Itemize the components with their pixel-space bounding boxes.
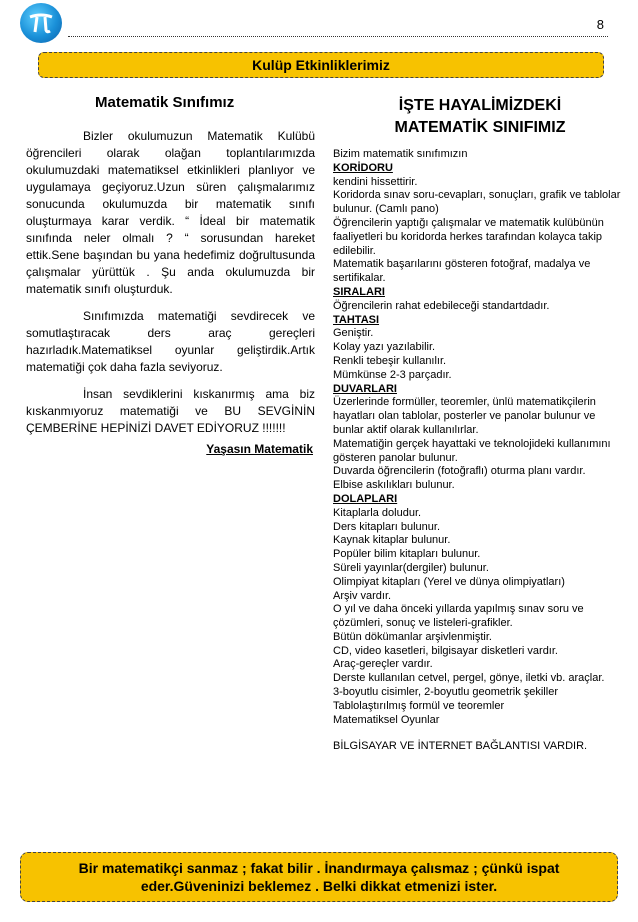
- list-item: Derste kullanılan cetvel, pergel, gönye, iletki vb. araçlar.: [333, 672, 605, 685]
- pi-logo-icon: [20, 3, 62, 43]
- paragraph: Sınıfımızda matematiği sevdirecek ve somutlaştıracak ders araç gereçleri hazırladık.Matematiksel oyunlar geliştirdik.Artık matematiği çok daha fazla seviyoruz.: [26, 309, 315, 374]
- list-item: Renkli tebeşir kullanılır.: [333, 354, 447, 367]
- section-heading: DUVARLARI: [333, 382, 397, 395]
- list-item: Popüler bilim kitapları bulunur.: [333, 548, 481, 561]
- signature: Yaşasın Matematik: [206, 442, 313, 456]
- list-item: Matematik başarılarını gösteren fotoğraf, madalya ve sertifikalar.: [333, 258, 591, 285]
- list-item: Araç-gereçler vardır.: [333, 658, 433, 671]
- list-item: Geniştir.: [333, 327, 374, 340]
- title-line: MATEMATİK SINIFIMIZ: [394, 119, 566, 136]
- list-item: Olimpiyat kitapları (Yerel ve dünya olimpiyatları): [333, 575, 565, 588]
- list-item: Bütün dökümanlar arşivlenmiştir.: [333, 630, 492, 643]
- closing-line: BİLGİSAYAR VE İNTERNET BAĞLANTISI VARDIR.: [333, 740, 588, 753]
- list-item: Elbise askılıkları bulunur.: [333, 479, 455, 492]
- left-article: [26, 128, 315, 458]
- list-item: Öğrencilerin yaptığı çalışmalar ve matematik kulübünün faaliyetleri bu koridorda herkes tarafından kolayca takip edilebilir.: [333, 216, 604, 257]
- list-item: Kolay yazı yazılabilir.: [333, 341, 436, 354]
- banner-title: Kulüp Etkinliklerimiz: [252, 57, 390, 73]
- left-article-title: Matematik Sınıfımız: [95, 94, 235, 111]
- section-heading: KORİDORU: [333, 161, 393, 174]
- title-line: İŞTE HAYALİMİZDEKİ: [398, 97, 562, 114]
- list-item: Arşiv vardır.: [333, 589, 392, 602]
- list-item: Üzerlerinde formüller, teoremler, ünlü matematikçilerin hayatları olan tablolar, posterler ve panolar bulunur ve bunlar aktif olarak kullanılırlar.: [333, 396, 596, 436]
- section-heading: SIRALARI: [333, 285, 385, 298]
- list-item: Matematiksel Oyunlar: [333, 713, 440, 726]
- right-article: [333, 148, 623, 754]
- list-item: kendini hissettirir.: [333, 175, 418, 188]
- list-item: CD, video kasetleri, bilgisayar disketleri vardır.: [333, 644, 558, 657]
- list-item: Koridorda sınav soru-cevapları, sonuçları, grafik ve tablolar bulunur. (Camlı pano): [333, 189, 621, 216]
- list-item: Matematiğin gerçek hayattaki ve teknolojideki kullanımını gösteren panolar bulunur.: [333, 437, 611, 464]
- list-item: Bizim matematik sınıfımızın: [333, 148, 468, 160]
- list-item: Süreli yayınlar(dergiler) bulunur.: [333, 561, 489, 574]
- quote-banner: [20, 852, 618, 902]
- paragraph: Bizler okulumuzun Matematik Kulübü öğrencileri olarak olağan toplantılarımızda okulumuzdaki matematiksel etkinlikleri planlıyor ve uygulamaya geçiyoruz.Uzun süren çalışmalarımız sonucunda okulumuzda bir matematik sınıfı oluşturmaya karar verdik. “ İdeal bir matematik sınıfında neler olmalı ? “ sorusundan hareket ettik.Sene başından bu yana hedefimiz doğrultusunda çalışmalar yürüttük . Şu anda okulumuzda bir matematik sınıfı oluşturduk.: [26, 129, 315, 296]
- quote-line: Bir matematikçi sanmaz ; fakat bilir . İnandırmaya çalısmaz ; çünkü ispat: [78, 860, 560, 876]
- list-item: O yıl ve daha önceki yıllarda yapılmış sınav soru ve çözümleri, sonuç ve listeleri-grafikler.: [333, 603, 584, 630]
- page-number: 8: [596, 17, 604, 32]
- section-heading: DOLAPLARI: [333, 492, 398, 505]
- list-item: Mümkünse 2-3 parçadır.: [333, 368, 452, 381]
- spacer: [333, 727, 623, 740]
- list-item: Ders kitapları bulunur.: [333, 520, 440, 533]
- quote-line: eder.Güveninizi beklemez . Belki dikkat etmenizi ister.: [140, 878, 498, 894]
- list-item: Tablolaştırılmış formül ve teoremler: [333, 699, 505, 712]
- paragraph: İnsan sevdiklerini kıskanırmış ama biz kıskanmıyoruz matematiği ve BU SEVGİNİN ÇEMBERİNE HEPİNİZİ DAVET EDİYORUZ !!!!!!!: [26, 387, 315, 435]
- header-divider: [68, 36, 608, 37]
- right-article-title: [355, 95, 605, 139]
- section-heading: TAHTASI: [333, 313, 380, 326]
- list-item: 3-boyutlu cisimler, 2-boyutlu geometrik şekiller: [333, 686, 558, 699]
- list-item: Kitaplarla doludur.: [333, 506, 422, 519]
- list-item: Duvarda öğrencilerin (fotoğraflı) oturma planı vardır.: [333, 465, 586, 478]
- list-item: Kaynak kitaplar bulunur.: [333, 534, 451, 547]
- club-activities-banner: [38, 52, 604, 78]
- list-item: Öğrencilerin rahat edebileceği standartdadır.: [333, 299, 550, 312]
